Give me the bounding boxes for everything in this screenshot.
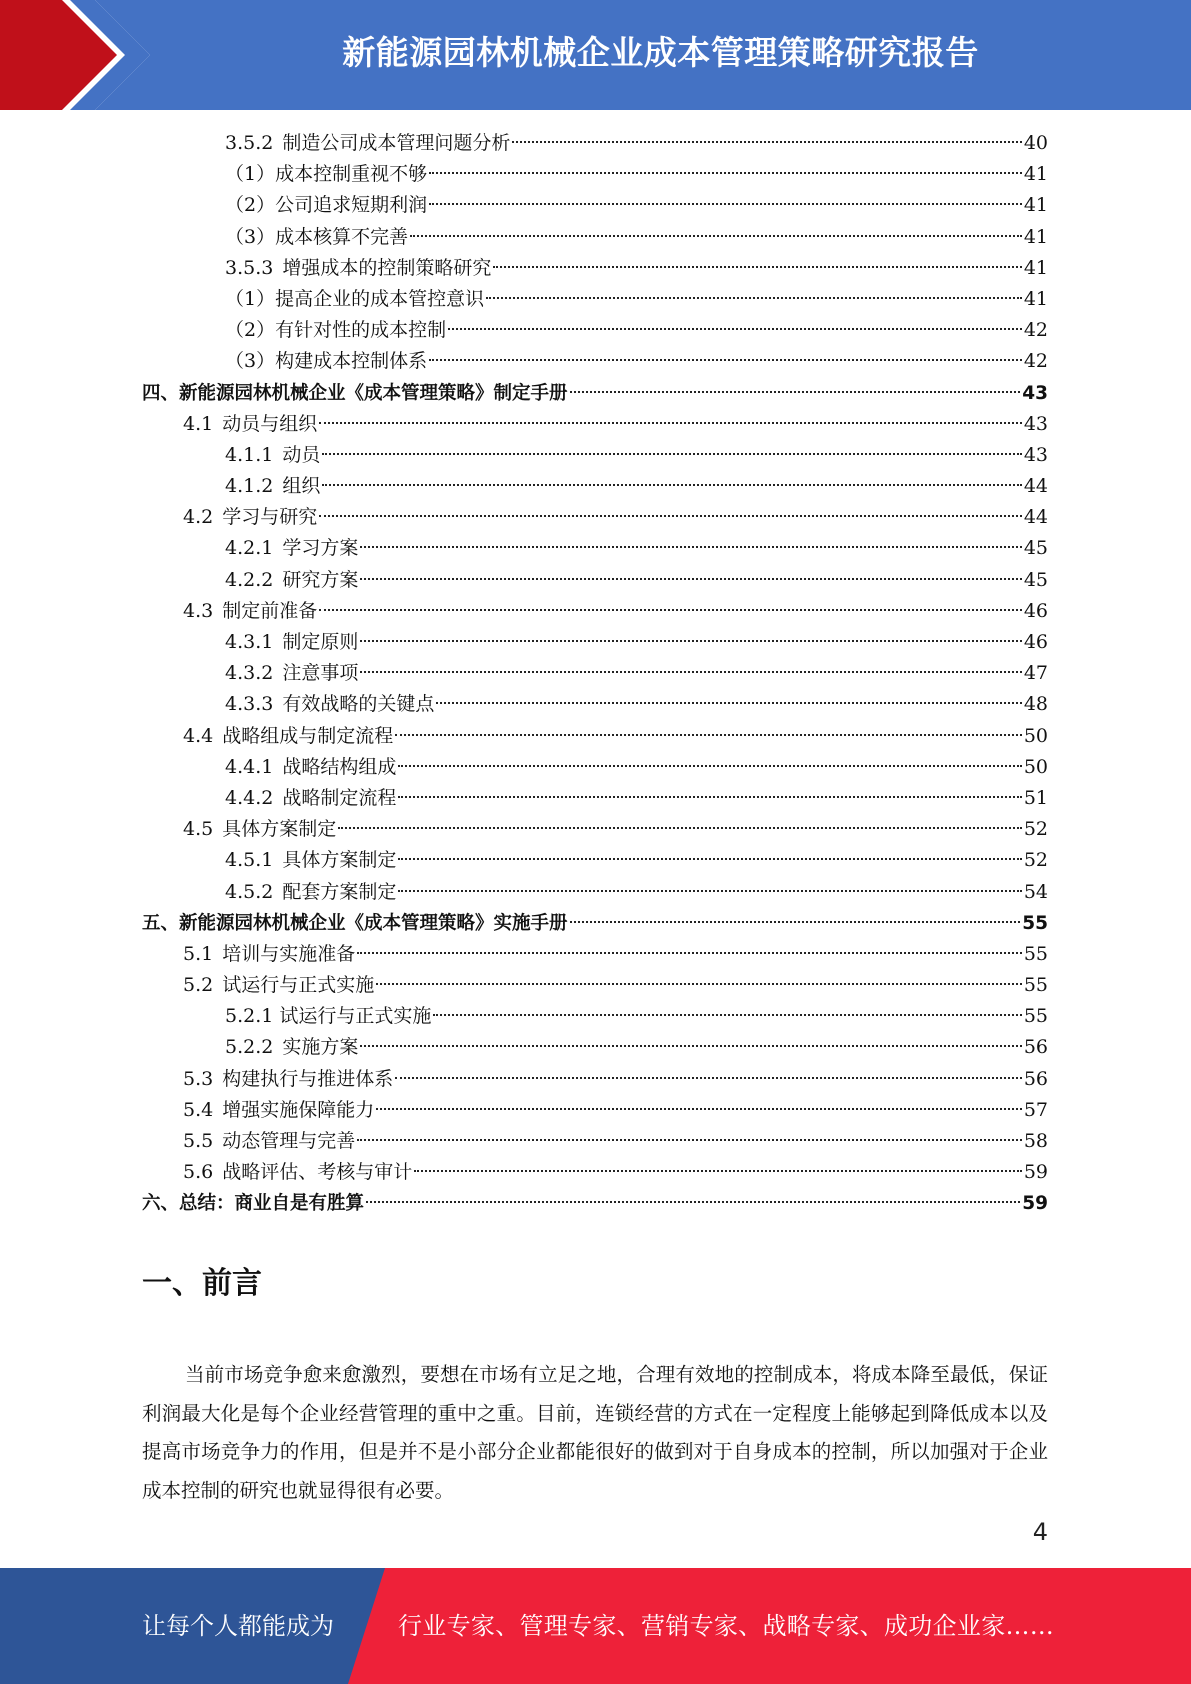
toc-entry[interactable] [142, 658, 1048, 689]
header-chevron-decoration [0, 0, 160, 110]
toc-entry[interactable] [142, 1064, 1048, 1095]
toc-entry-title: 制定原则 [282, 631, 359, 653]
toc-entry-page: 43 [1023, 443, 1048, 466]
toc-entry-number: 4.4.1 [225, 755, 274, 778]
toc-entry-number: 5.6 [183, 1161, 214, 1184]
toc-entry[interactable] [142, 783, 1048, 814]
toc-entry[interactable] [142, 471, 1048, 502]
toc-entry-page: 55 [1023, 1005, 1048, 1028]
toc-dot-leader [395, 734, 1022, 736]
toc-entry[interactable] [142, 565, 1048, 596]
toc-entry-title: 增强成本的控制策略研究 [282, 256, 492, 279]
toc-entry-page: 41 [1023, 194, 1048, 217]
toc-entry-page: 42 [1023, 319, 1048, 342]
toc-entry-page: 50 [1023, 755, 1048, 778]
toc-entry[interactable] [142, 1001, 1048, 1032]
table-of-contents [142, 128, 1048, 1220]
toc-entry[interactable] [142, 315, 1048, 346]
toc-dot-leader [433, 1014, 1021, 1016]
toc-dot-leader [319, 515, 1022, 517]
toc-entry-page: 41 [1023, 256, 1048, 279]
toc-dot-leader [486, 297, 1022, 299]
toc-dot-leader [395, 1077, 1022, 1079]
toc-entry-number: 4.2.1 [225, 537, 274, 560]
toc-entry-title: 具体方案制定 [222, 818, 337, 841]
toc-entry-number: 5.2.2 [225, 1036, 274, 1059]
toc-entry[interactable] [142, 970, 1048, 1001]
toc-dot-leader [429, 359, 1022, 361]
toc-entry-title: 五、新能源园林机械企业《成本管理策略》实施手册 [142, 912, 568, 934]
toc-dot-leader [398, 890, 1021, 892]
toc-entry-page: 41 [1023, 287, 1048, 310]
toc-entry-page: 43 [1023, 412, 1048, 435]
toc-entry-title: 动员与组织 [222, 412, 318, 435]
toc-dot-leader [338, 827, 1022, 829]
toc-dot-leader [357, 952, 1022, 954]
toc-entry-title: （2）公司追求短期利润 [225, 194, 428, 217]
toc-entry[interactable] [142, 440, 1048, 471]
toc-entry-number: 3.5.2 [225, 132, 274, 154]
toc-entry-title: 构建执行与推进体系 [222, 1067, 394, 1090]
toc-entry-title: 动员 [282, 443, 321, 466]
toc-entry-page: 43 [1022, 382, 1048, 404]
toc-entry-page: 51 [1023, 786, 1048, 809]
toc-dot-leader [360, 1045, 1021, 1047]
toc-entry-title: （3）构建成本控制体系 [225, 350, 428, 373]
toc-entry-page: 59 [1023, 1161, 1048, 1184]
toc-entry-title: 研究方案 [282, 568, 359, 591]
toc-entry-number: 4.1.2 [225, 475, 274, 498]
toc-entry[interactable] [142, 502, 1048, 533]
page-footer [0, 1568, 1191, 1684]
toc-dot-leader [436, 702, 1021, 704]
toc-entry[interactable] [142, 190, 1048, 221]
toc-entry-title: 实施方案 [282, 1036, 359, 1059]
toc-entry-title: 有效战略的关键点 [282, 693, 435, 716]
toc-dot-leader [357, 1139, 1022, 1141]
toc-entry[interactable] [142, 908, 1048, 939]
toc-entry-number: 3.5.3 [225, 256, 274, 279]
toc-entry[interactable] [142, 752, 1048, 783]
toc-entry[interactable] [142, 128, 1048, 159]
toc-entry[interactable] [142, 596, 1048, 627]
toc-dot-leader [570, 391, 1021, 393]
toc-entry-title: （1）成本控制重视不够 [225, 163, 428, 186]
section-heading: 一、前言 [142, 1266, 262, 1301]
toc-entry-page: 55 [1022, 912, 1048, 934]
toc-entry-page: 45 [1023, 537, 1048, 560]
toc-entry-title: 学习与研究 [222, 506, 318, 529]
toc-entry-number: 5.4 [183, 1098, 214, 1121]
toc-dot-leader [414, 1170, 1022, 1172]
toc-entry-title: 动态管理与完善 [222, 1130, 356, 1152]
toc-entry-number: 4.5.2 [225, 880, 274, 903]
toc-entry-title: 学习方案 [282, 537, 359, 560]
toc-dot-leader [493, 266, 1021, 268]
toc-entry-page: 46 [1023, 599, 1048, 622]
toc-entry-page: 57 [1023, 1098, 1048, 1121]
toc-entry-number: 4.1.1 [225, 443, 274, 466]
toc-dot-leader [360, 546, 1021, 548]
toc-entry[interactable] [142, 1188, 1048, 1219]
toc-entry-page: 44 [1023, 475, 1048, 498]
toc-entry-title: 四、新能源园林机械企业《成本管理策略》制定手册 [142, 382, 568, 404]
toc-entry[interactable] [142, 253, 1048, 284]
toc-entry-page: 47 [1023, 662, 1048, 685]
toc-dot-leader [376, 1108, 1022, 1110]
toc-entry[interactable] [142, 689, 1048, 720]
report-title: 新能源园林机械企业成本管理策略研究报告 [342, 33, 979, 72]
toc-entry-title: 制造公司成本管理问题分析 [282, 132, 511, 154]
toc-entry[interactable] [142, 378, 1048, 409]
toc-entry-title: 5.2.1 试运行与正式实施 [225, 1005, 432, 1028]
toc-dot-leader [570, 921, 1021, 923]
toc-entry-number: 4.3.3 [225, 693, 274, 716]
toc-entry[interactable] [142, 222, 1048, 253]
toc-entry-page: 40 [1023, 132, 1048, 154]
toc-entry-title: （3）成本核算不完善 [225, 225, 409, 248]
toc-entry[interactable] [142, 721, 1048, 752]
toc-entry-number: 4.2.2 [225, 568, 274, 591]
toc-entry-page: 42 [1023, 350, 1048, 373]
toc-entry-page: 52 [1023, 849, 1048, 872]
toc-entry-number: 4.3.1 [225, 631, 274, 653]
toc-entry-number: 4.3 [183, 599, 214, 622]
toc-entry-title: 试运行与正式实施 [222, 974, 375, 997]
toc-entry-title: 战略制定流程 [282, 786, 397, 809]
toc-entry-page: 58 [1023, 1130, 1048, 1152]
toc-entry-number: 4.4.2 [225, 786, 274, 809]
toc-entry-page: 46 [1023, 631, 1048, 653]
toc-dot-leader [322, 484, 1021, 486]
toc-dot-leader [398, 858, 1021, 860]
toc-entry-number: 5.5 [183, 1130, 214, 1152]
toc-entry-number: 4.4 [183, 724, 214, 747]
toc-entry-title: 注意事项 [282, 662, 359, 685]
toc-dot-leader [398, 765, 1021, 767]
intro-paragraph: 当前市场竞争愈来愈激烈，要想在市场有立足之地，合理有效地的控制成本，将成本降至最低，保证利润最大化是每个企业经营管理的重中之重。目前，连锁经营的方式在一定程度上能够起到降低成本以及提高市场竞争力的作用，但是并不是小部分企业都能很好的做到对于自身成本的控制，所以加强对于企业成本控制的研究也就显得很有必要。 [142, 1363, 1048, 1502]
toc-entry-number: 4.2 [183, 506, 214, 529]
toc-entry[interactable] [142, 627, 1048, 658]
toc-entry-number: 4.1 [183, 412, 214, 435]
toc-entry[interactable] [142, 877, 1048, 908]
toc-entry-title: 战略评估、考核与审计 [222, 1161, 413, 1184]
toc-dot-leader [398, 796, 1021, 798]
toc-entry-number: 4.3.2 [225, 662, 274, 685]
toc-entry-title: 制定前准备 [222, 599, 318, 622]
toc-entry-page: 50 [1023, 724, 1048, 747]
toc-dot-leader [319, 422, 1022, 424]
toc-dot-leader [360, 578, 1021, 580]
toc-entry-page: 59 [1022, 1193, 1048, 1215]
toc-entry-title: 战略组成与制定流程 [222, 724, 394, 747]
toc-entry[interactable] [142, 284, 1048, 315]
toc-entry-title: 组织 [282, 475, 321, 498]
toc-dot-leader [429, 172, 1022, 174]
toc-entry-number: 5.3 [183, 1067, 214, 1090]
toc-entry-page: 56 [1023, 1067, 1048, 1090]
toc-entry[interactable] [142, 1032, 1048, 1063]
toc-entry[interactable] [142, 346, 1048, 377]
toc-entry-title: 六、总结：商业自是有胜算 [142, 1193, 365, 1215]
page-number: 4 [1032, 1518, 1048, 1546]
toc-entry[interactable] [142, 533, 1048, 564]
toc-entry-page: 48 [1023, 693, 1048, 716]
toc-entry-page: 54 [1023, 880, 1048, 903]
toc-entry[interactable] [142, 1157, 1048, 1188]
toc-entry[interactable] [142, 159, 1048, 190]
toc-dot-leader [410, 235, 1022, 237]
toc-entry-number: 4.5 [183, 818, 214, 841]
toc-entry-title: 配套方案制定 [282, 880, 397, 903]
toc-entry-page: 45 [1023, 568, 1048, 591]
toc-entry[interactable] [142, 845, 1048, 876]
toc-entry-page: 56 [1023, 1036, 1048, 1059]
footer-slogan-right: 行业专家、管理专家、营销专家、战略专家、成功企业家…… [398, 1612, 1055, 1640]
toc-entry-title: （2）有针对性的成本控制 [225, 319, 447, 342]
toc-entry-page: 55 [1023, 974, 1048, 997]
toc-dot-leader [360, 640, 1021, 642]
toc-entry-number: 4.5.1 [225, 849, 274, 872]
toc-dot-leader [322, 453, 1021, 455]
toc-entry[interactable] [142, 1095, 1048, 1126]
toc-dot-leader [429, 203, 1022, 205]
toc-entry-number: 5.1 [183, 942, 214, 965]
toc-entry[interactable] [142, 1126, 1048, 1157]
toc-dot-leader [376, 983, 1022, 985]
toc-entry[interactable] [142, 939, 1048, 970]
toc-entry-page: 41 [1023, 163, 1048, 186]
toc-entry-title: 战略结构组成 [282, 755, 397, 778]
toc-entry-page: 41 [1023, 225, 1048, 248]
page-header [0, 0, 1191, 110]
toc-dot-leader [366, 1201, 1020, 1203]
toc-entry-page: 44 [1023, 506, 1048, 529]
toc-dot-leader [360, 671, 1021, 673]
toc-entry-title: 具体方案制定 [282, 849, 397, 872]
footer-slogan-left: 让每个人都能成为 [142, 1612, 334, 1640]
toc-entry-page: 52 [1023, 818, 1048, 841]
toc-entry[interactable] [142, 814, 1048, 845]
toc-entry-page: 55 [1023, 942, 1048, 965]
toc-entry-title: （1）提高企业的成本管控意识 [225, 287, 485, 310]
toc-dot-leader [448, 328, 1022, 330]
toc-entry-title: 增强实施保障能力 [222, 1098, 375, 1121]
toc-dot-leader [512, 141, 1021, 143]
toc-entry[interactable] [142, 409, 1048, 440]
toc-entry-title: 培训与实施准备 [222, 942, 356, 965]
toc-dot-leader [319, 609, 1022, 611]
toc-entry-number: 5.2 [183, 974, 214, 997]
